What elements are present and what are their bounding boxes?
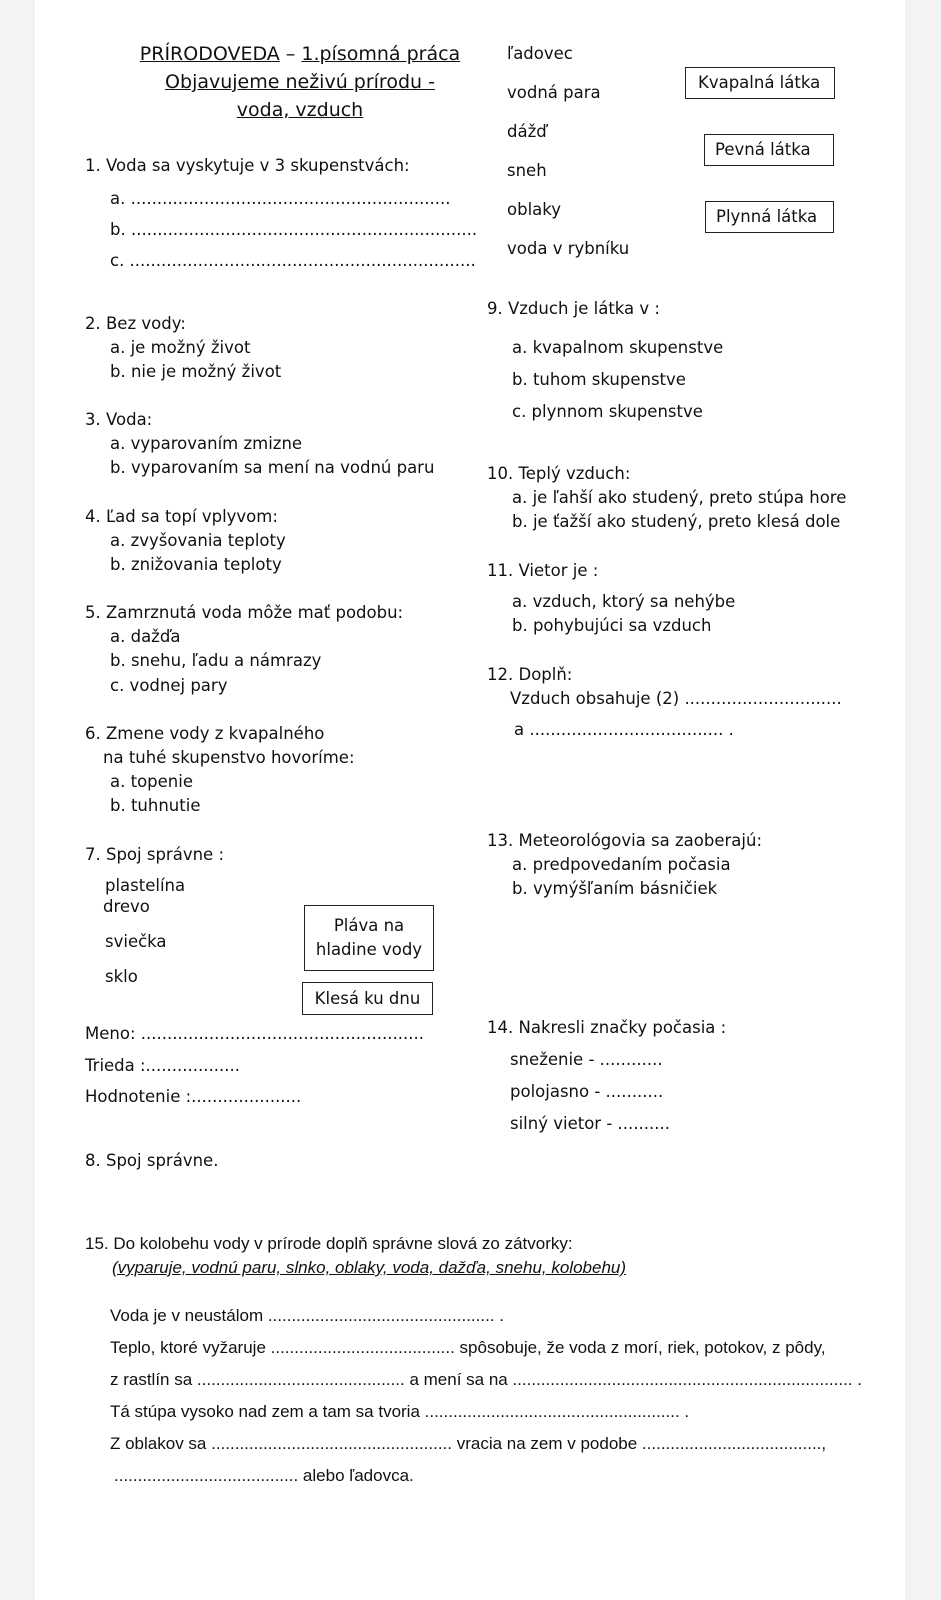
q5-option-c[interactable]: c. vodnej pary [110,676,228,695]
q7-box-floats[interactable] [304,905,434,971]
title-test: 1.písomná práca [301,43,461,65]
q7-item-plastelina[interactable]: plastelína [105,876,186,895]
q3-option-a[interactable]: a. vyparovaním zmizne [110,434,303,453]
q15-line-5[interactable]: Z oblakov sa ................................................... vracia na zem v podobe ......................................, [110,1434,827,1453]
page-title [95,40,505,68]
q8-box-solid[interactable] [704,134,834,166]
q15-line-2[interactable]: Teplo, ktoré vyžaruje ....................................... spôsobuje, že voda z morí, riek, potokov, z pôdy, [110,1338,826,1357]
q8-item-voda-v-rybniku[interactable]: voda v rybníku [507,239,630,258]
q10-option-b[interactable]: b. je ťažší ako studený, preto klesá dole [512,512,841,531]
q8-box-gas[interactable] [705,201,834,233]
q9-option-a[interactable]: a. kvapalnom skupenstve [512,338,724,357]
q10-option-a[interactable]: a. je ľahší ako studený, preto stúpa hore [512,488,847,507]
q5-option-b[interactable]: b. snehu, ľadu a námrazy [110,651,322,670]
q8-box-gas-label: Plynná látka [716,207,818,226]
q11-option-a[interactable]: a. vzduch, ktorý sa nehýbe [512,592,736,611]
q8-item-oblaky[interactable]: oblaky [507,200,561,219]
q9-question: 9. Vzduch je látka v : [487,299,660,318]
q13-option-b[interactable]: b. vymýšľaním básničiek [512,879,718,898]
q6-question-line1: 6. Zmene vody z kvapalného [85,724,325,743]
q8-item-vodna-para[interactable]: vodná para [507,83,601,102]
q1-question: 1. Voda sa vyskytuje v 3 skupenstvách: [85,156,410,175]
q15-line-6[interactable]: ....................................... alebo ľadovca. [114,1466,414,1485]
q14-snow[interactable]: sneženie - ............ [510,1050,663,1069]
q7-item-sklo[interactable]: sklo [105,967,138,986]
q15-word-bank: (vyparuje, vodnú paru, slnko, oblaky, voda, dažďa, snehu, kolobehu) [112,1258,627,1277]
q15-line-1[interactable]: Voda je v neustálom ................................................ . [110,1306,504,1325]
q10-question: 10. Teplý vzduch: [487,464,631,483]
q12-line1[interactable]: Vzduch obsahuje (2) .............................. [510,689,842,708]
q9-option-b[interactable]: b. tuhom skupenstve [512,370,686,389]
q6-option-b[interactable]: b. tuhnutie [110,796,201,815]
q15-line-3[interactable]: z rastlín sa ............................................ a mení sa na ........................................................................ . [110,1370,862,1389]
q11-question: 11. Vietor je : [487,561,599,580]
q5-question: 5. Zamrznutá voda môže mať podobu: [85,603,404,622]
q1-answer-a[interactable]: a. ............................................................. [110,189,451,208]
q8-item-sneh[interactable]: sneh [507,161,547,180]
q4-question: 4. Ľad sa topí vplyvom: [85,507,278,526]
q7-box-floats-line1: Pláva na [333,916,405,935]
q7-box-sinks-label: Klesá ku dnu [314,988,421,1008]
q2-option-b[interactable]: b. nie je možný život [110,362,282,381]
q5-option-a[interactable]: a. dažďa [110,627,181,646]
worksheet-page [35,0,905,1600]
q8-box-liquid[interactable] [685,67,835,99]
q12-line2[interactable]: a ..................................... . [514,720,734,739]
q15-line-4[interactable]: Tá stúpa vysoko nad zem a tam sa tvoria ...................................................... . [110,1402,690,1421]
q8-item-dazd[interactable]: dážď [507,122,547,141]
q7-item-svieca[interactable]: sviečka [105,932,167,951]
q6-option-a[interactable]: a. topenie [110,772,193,791]
q6-question-line2: na tuhé skupenstvo hovoríme: [103,748,355,767]
q7-box-floats-line2: hladine vody [315,940,423,959]
student-grade-field[interactable]: Hodnotenie :..................... [85,1087,302,1106]
q8-box-liquid-label: Kvapalná látka [698,73,821,92]
q7-box-sinks[interactable] [302,982,433,1015]
q4-option-b[interactable]: b. znižovania teploty [110,555,282,574]
q8-box-solid-label: Pevná látka [715,140,811,159]
q1-answer-b[interactable]: b. .................................................................. [110,220,478,239]
q14-question: 14. Nakresli značky počasia : [487,1018,727,1037]
q8-item-ladovec[interactable]: ľadovec [507,44,573,63]
title-dash: – [279,43,302,65]
q12-question: 12. Doplň: [487,665,573,684]
q15-question: 15. Do kolobehu vody v prírode doplň správne slová zo zátvorky: [85,1234,573,1253]
q11-option-b[interactable]: b. pohybujúci sa vzduch [512,616,712,635]
title-subject: PRÍRODOVEDA [139,43,280,65]
q3-question: 3. Voda: [85,410,153,429]
student-class-field[interactable]: Trieda :.................. [85,1056,240,1075]
q1-answer-c[interactable]: c. .................................................................. [110,251,476,270]
page-subtitle-1: Objavujeme neživú prírodu - [165,71,435,93]
q8-question: 8. Spoj správne. [85,1151,219,1170]
q3-option-b[interactable]: b. vyparovaním sa mení na vodnú paru [110,458,435,477]
q7-question: 7. Spoj správne : [85,845,225,864]
q14-partly-cloudy[interactable]: polojasno - ........... [510,1082,664,1101]
q2-question: 2. Bez vody: [85,314,186,333]
q13-question: 13. Meteorológovia sa zaoberajú: [487,831,762,850]
page-subtitle-2: voda, vzduch [236,99,364,121]
q4-option-a[interactable]: a. zvyšovania teploty [110,531,286,550]
q9-option-c[interactable]: c. plynnom skupenstve [512,402,703,421]
q13-option-a[interactable]: a. predpovedaním počasia [512,855,731,874]
q2-option-a[interactable]: a. je možný život [110,338,251,357]
student-name-field[interactable]: Meno: ...................................................... [85,1024,424,1043]
q7-item-drevo[interactable]: drevo [103,897,150,916]
q14-strong-wind[interactable]: silný vietor - .......... [510,1114,670,1133]
